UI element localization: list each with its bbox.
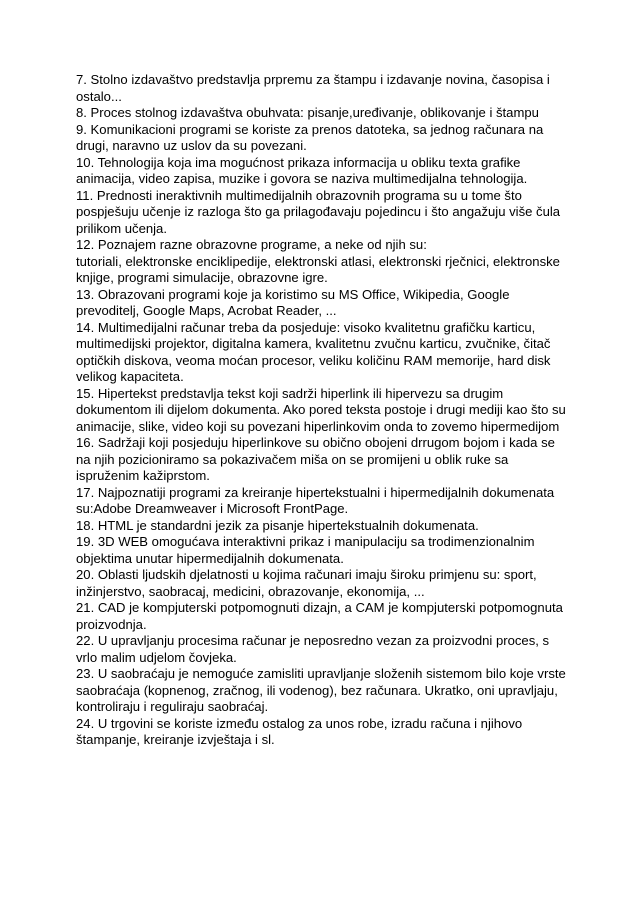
text-line: knjige, programi simulacije, obrazovne igre. [76, 270, 328, 285]
text-line: pospješuju učenje iz razloga što ga prilagođavaju pojedincu i što angažuju više čula [76, 204, 561, 219]
text-line: 15. Hipertekst predstavlja tekst koji sadrži hiperlink ili hipervezu sa drugim [76, 385, 504, 401]
text-line: 20. Oblasti ljudskih djelatnosti u kojima računari imaju široku primjenu su: sport, [76, 567, 537, 582]
text-line: 14. Multimedijalni računar treba da posjeduje: visoko kvalitetnu grafičku karticu, [76, 319, 536, 335]
text-line: tutoriali, elektronske enciklipedije, elektronski atlasi, elektronski rječnici, elektronske [76, 253, 560, 269]
text-line: optičkih diskova, veoma moćan procesor, veliku količinu RAM memorije, hard disk [76, 352, 551, 368]
text-line: 23. U saobraćaju je nemoguće zamisliti upravljanje složenih sistemom bilo koje vrste [76, 666, 566, 681]
text-line: štampanje, kreiranje izvještaja i sl. [76, 732, 275, 747]
text-line: vrlo malim udjelom čovjeka. [76, 649, 237, 665]
text-line: 19. 3D WEB omogućava interaktivni prikaz i manipulaciju sa trodimenzionalnim [76, 534, 535, 549]
text-line: ispruženim kažiprstom. [76, 468, 210, 483]
text-line: saobraćaja (kopnenog, zračnog, ili vodenog), bez računara. Ukratko, oni upravljaju, [76, 682, 558, 698]
text-line: dokumentom ili dijelom dokumenta. Ako pored teksta postoje i drugi mediji kao što su [76, 402, 566, 417]
text-line: proizvodnja. [76, 616, 147, 632]
text-line: 9. Komunikacioni programi se koriste za prenos datoteka, sa jednog računara na [76, 121, 544, 137]
text-line: 18. HTML je standardni jezik za pisanje hipertekstualnih dokumenata. [76, 517, 479, 533]
text-line: objektima unutar hipermedijalnih dokumenata. [76, 550, 344, 566]
text-line: 8. Proces stolnog izdavaštva obuhvata: pisanje,uređivanje, oblikovanje i štampu [76, 105, 539, 120]
text-line: na njih pozicioniramo sa pokazivačem miša on se promijeni u oblik ruke sa [76, 451, 509, 467]
text-line: animacija, video zapisa, muzike i govora se naziva multimedijalna tehnologija. [76, 171, 528, 186]
text-line: 17. Najpoznatiji programi za kreiranje hipertekstualni i hipermedijalnih dokumenata [76, 484, 555, 500]
text-line: 10. Tehnologija koja ima mogućnost prikaza informacija u obliku texta grafike [76, 154, 521, 170]
text-line: 7. Stolno izdavaštvo predstavlja prpremu za štampu i izdavanje novina, časopisa i [76, 72, 550, 87]
text-line: 21. CAD je kompjuterski potpomognuti dizajn, a CAM je kompjuterski potpomognuta [76, 600, 563, 615]
text-line: kontroliraju i reguliraju saobraćaj. [76, 699, 269, 714]
text-line: 16. Sadržaji koji posjeduju hiperlinkove su obično obojeni drrugom bojom i kada se [76, 435, 555, 450]
text-line: animacije, slike, video koji su povezani hiperlinkovim onda to zovemo hipermedijom [76, 418, 560, 434]
text-line: ostalo... [76, 88, 122, 104]
text-line: velikog kapaciteta. [76, 369, 184, 384]
text-line: 12. Poznajem razne obrazovne programe, a neke od njih su: [76, 237, 427, 252]
text-line: drugi, naravno uz uslov da su povezani. [76, 138, 307, 153]
text-line: su:Adobe Dreamweaver i Microsoft FrontPage. [76, 501, 349, 516]
text-line: multimedijski projektor, digitalna kamera, kvalitetnu zvučnu karticu, zvučnike, čitač [76, 336, 551, 351]
text-line: inžinjerstvo, saobracaj, medicini, obrazovanje, ekonomija, ... [76, 583, 425, 599]
document-page [76, 72, 566, 749]
text-line: 13. Obrazovani programi koje ja koristimo su MS Office, Wikipedia, Google [76, 286, 510, 302]
text-line: 24. U trgovini se koriste između ostalog za unos robe, izradu računa i njihovo [76, 715, 523, 731]
text-line: 11. Prednosti ineraktivnih multimedijalnih obrazovnih programa su u tome što [76, 187, 522, 203]
text-line: prilikom učenja. [76, 220, 167, 236]
text-line: prevoditelj, Google Maps, Acrobat Reader, ... [76, 303, 337, 318]
text-line: 22. U upravljanju procesima računar je neposredno vezan za proizvodni proces, s [76, 633, 550, 648]
